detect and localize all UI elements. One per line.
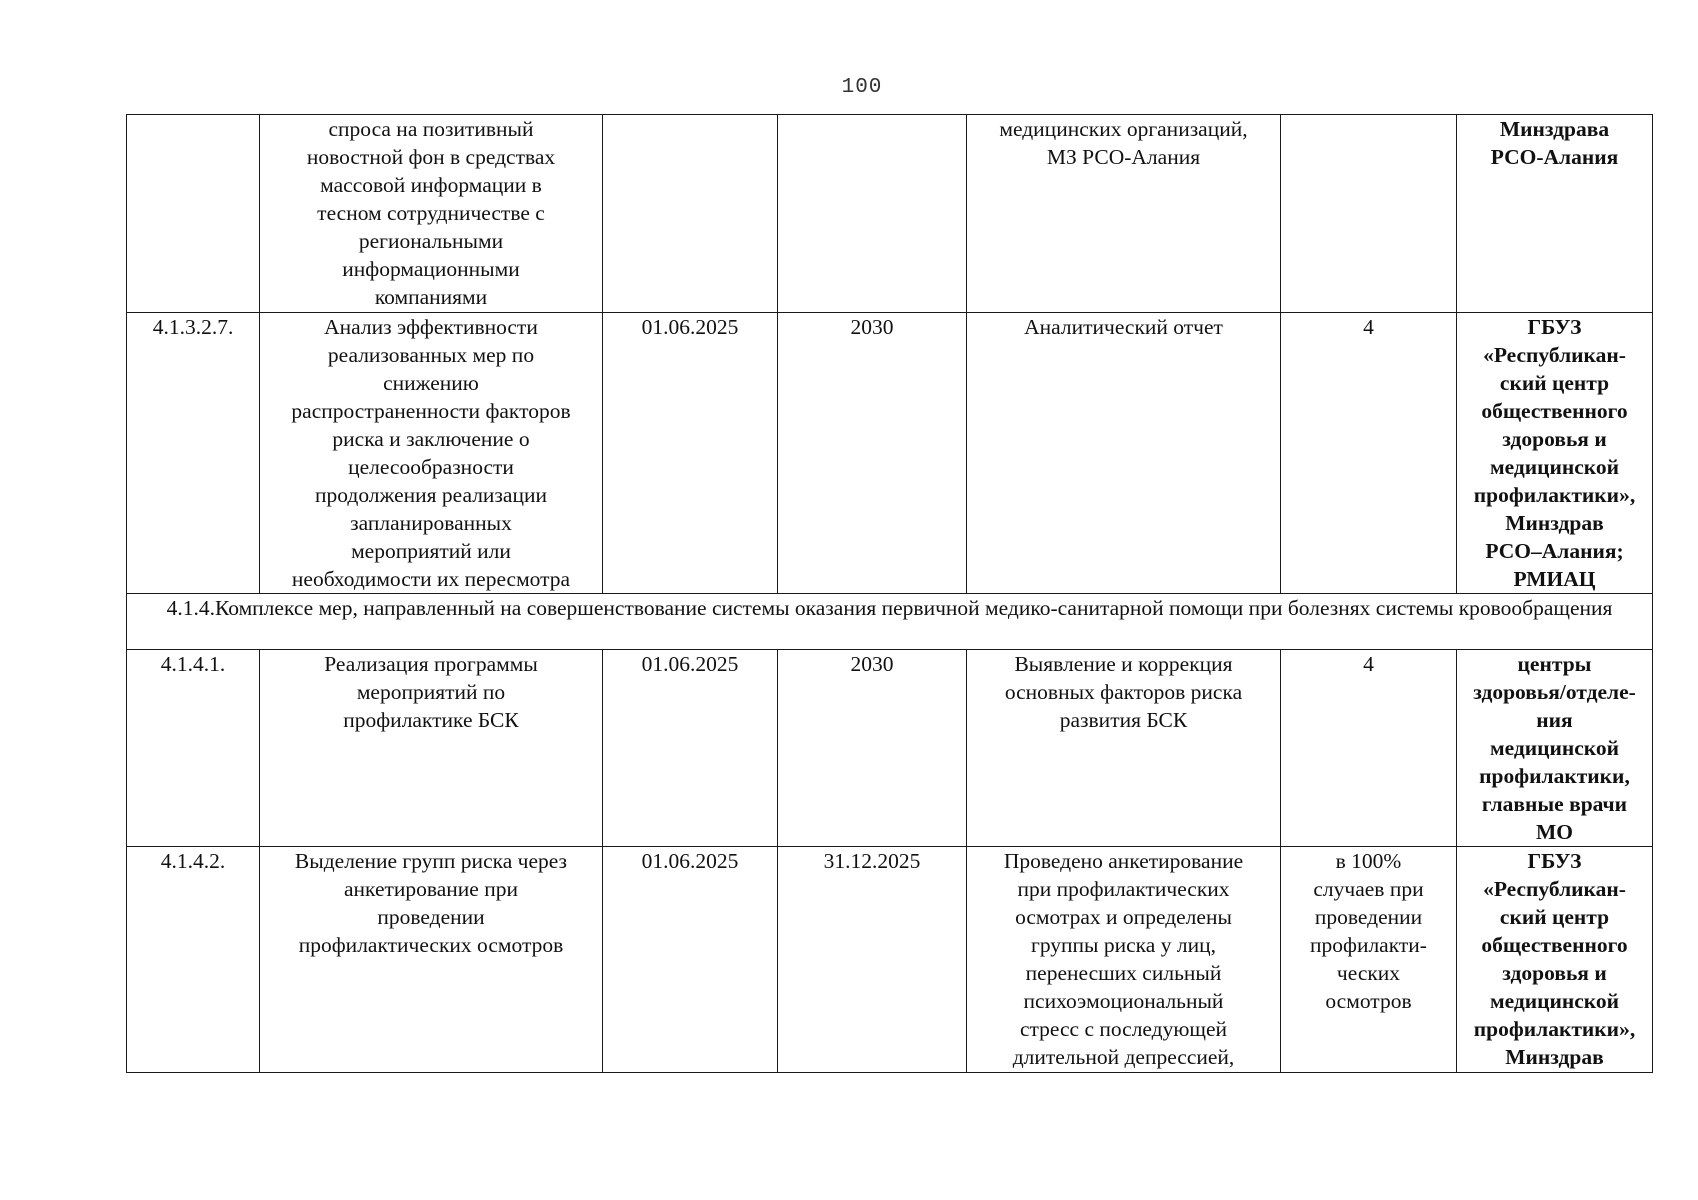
indicator-cell-line: случаев при [1313, 877, 1424, 901]
indicator-cell [1281, 650, 1457, 847]
result-cell-line: развития БСК [1059, 708, 1188, 732]
responsible-cell-line: здоровья и [1502, 961, 1607, 985]
responsible-cell-line: ский центр [1499, 371, 1610, 395]
section-title: 4.1.4.Комплексе мер, направленный на совершенствование системы оказания первичной медико-санитарной помощи при болезнях системы кровообращения [127, 594, 1653, 650]
indicator-cell-line: 4 [1363, 652, 1374, 676]
code-cell [127, 115, 260, 313]
responsible-cell-line: главные врачи [1481, 792, 1628, 816]
end-date-cell-line: 2030 [850, 652, 894, 676]
responsible-cell-line: общественного [1481, 399, 1628, 423]
indicator-cell-line: профилакти- [1310, 933, 1427, 957]
event-cell-line: Анализ эффективности [324, 315, 538, 339]
event-cell-line: целесообразности [348, 455, 514, 479]
event-cell-line: Выделение групп риска через [294, 849, 568, 873]
event-cell-line: массовой информации в [320, 173, 542, 197]
result-cell [967, 650, 1281, 847]
responsible-cell-line: Минздрав [1505, 1045, 1604, 1069]
start-date-cell-line: 01.06.2025 [641, 652, 739, 676]
start-date-cell [603, 115, 778, 313]
responsible-cell-line: здоровья/отделе- [1473, 680, 1636, 704]
responsible-cell-line: «Республикан- [1483, 877, 1626, 901]
end-date-cell [778, 847, 967, 1073]
start-date-cell-line: 01.06.2025 [641, 315, 739, 339]
responsible-cell [1457, 115, 1653, 313]
table-row [127, 115, 1653, 313]
event-cell [260, 115, 603, 313]
event-cell-line: снижению [383, 371, 479, 395]
code-cell-line: 4.1.4.2. [160, 849, 226, 873]
indicator-cell [1281, 115, 1457, 313]
responsible-cell-line: ГБУЗ [1527, 315, 1582, 339]
responsible-cell-line: здоровья и [1502, 427, 1607, 451]
start-date-cell-line: 01.06.2025 [641, 849, 739, 873]
responsible-cell-line: РСО–Алания; [1485, 539, 1624, 563]
responsible-cell-line: Минздрава [1499, 117, 1610, 141]
responsible-cell-line: центры [1517, 652, 1592, 676]
result-cell-line: длительной депрессией, [1012, 1045, 1235, 1069]
table-row [127, 313, 1653, 594]
event-cell [260, 313, 603, 594]
responsible-cell [1457, 313, 1653, 594]
result-cell [967, 115, 1281, 313]
responsible-cell-line: медицинской [1489, 455, 1620, 479]
event-cell-line: мероприятий или [351, 539, 511, 563]
event-cell-line: распространенности факторов [291, 399, 571, 423]
event-cell-line: реализованных мер по [327, 343, 535, 367]
event-cell-line: проведении [377, 905, 485, 929]
indicator-cell-line: ческих [1336, 961, 1401, 985]
event-cell-line: региональными [358, 229, 504, 253]
event-cell-line: профилактике БСК [343, 708, 519, 732]
event-cell-line: анкетирование при [343, 877, 518, 901]
code-cell-line: 4.1.3.2.7. [152, 315, 234, 339]
event-cell-line: компаниями [374, 285, 488, 309]
code-cell-line: 4.1.4.1. [160, 652, 226, 676]
result-cell-line: группы риска у лиц, [1031, 933, 1216, 957]
responsible-cell [1457, 650, 1653, 847]
responsible-cell-line: профилактики», [1473, 483, 1636, 507]
responsible-cell-line: Минздрав [1505, 511, 1604, 535]
responsible-cell-line: ГБУЗ [1527, 849, 1582, 873]
event-cell-line: профилактических осмотров [298, 933, 564, 957]
start-date-cell [603, 650, 778, 847]
responsible-cell-line: ский центр [1499, 905, 1610, 929]
indicator-cell-line: проведении [1314, 905, 1423, 929]
event-cell-line: продолжения реализации [315, 483, 547, 507]
code-cell [127, 313, 260, 594]
result-cell-line: Аналитический отчет [1024, 315, 1223, 339]
event-cell [260, 650, 603, 847]
event-cell-line: необходимости их пересмотра [291, 567, 571, 591]
indicator-cell-line: 4 [1363, 315, 1374, 339]
indicator-cell [1281, 847, 1457, 1073]
table-body [127, 115, 1653, 1073]
result-cell-line: Выявление и коррекция [1014, 652, 1233, 676]
activity-plan-table [126, 114, 1653, 1073]
start-date-cell [603, 313, 778, 594]
event-cell-line: спроса на позитивный [328, 117, 534, 141]
responsible-cell-line: «Республикан- [1483, 343, 1626, 367]
event-cell-line: риска и заключение о [332, 427, 530, 451]
event-cell [260, 847, 603, 1073]
result-cell-line: медицинских организаций, [999, 117, 1248, 141]
result-cell [967, 847, 1281, 1073]
indicator-cell [1281, 313, 1457, 594]
result-cell [967, 313, 1281, 594]
result-cell-line: осмотрах и определены [1015, 905, 1232, 929]
responsible-cell-line: медицинской [1489, 989, 1620, 1013]
start-date-cell [603, 847, 778, 1073]
table-row [127, 847, 1653, 1073]
result-cell-line: Проведено анкетирование [1003, 849, 1244, 873]
table-row [127, 650, 1653, 847]
result-cell-line: МЗ РСО-Алания [1046, 145, 1201, 169]
indicator-cell-line: осмотров [1325, 989, 1412, 1013]
end-date-cell [778, 115, 967, 313]
event-cell-line: информационными [342, 257, 520, 281]
section-header-row [127, 594, 1653, 650]
event-cell-line: запланированных [350, 511, 512, 535]
result-cell-line: психоэмоциональный [1023, 989, 1224, 1013]
event-cell-line: тесном сотрудничестве с [317, 201, 545, 225]
end-date-cell-line: 31.12.2025 [823, 849, 921, 873]
event-cell-line: Реализация программы [324, 652, 538, 676]
responsible-cell-line: профилактики», [1473, 1017, 1636, 1041]
responsible-cell-line: медицинской [1489, 736, 1620, 760]
result-cell-line: стресс с последующей [1019, 1017, 1228, 1041]
event-cell-line: новостной фон в средствах [306, 145, 556, 169]
indicator-cell-line: в 100% [1335, 849, 1402, 873]
end-date-cell [778, 650, 967, 847]
page-number: 100 [841, 76, 883, 99]
responsible-cell-line: профилактики, [1479, 764, 1630, 788]
responsible-cell [1457, 847, 1653, 1073]
responsible-cell-line: РМИАЦ [1513, 567, 1596, 591]
responsible-cell-line: МО [1535, 820, 1574, 844]
result-cell-line: перенесших сильный [1025, 961, 1222, 985]
code-cell [127, 847, 260, 1073]
end-date-cell-line: 2030 [850, 315, 894, 339]
end-date-cell [778, 313, 967, 594]
responsible-cell-line: общественного [1481, 933, 1628, 957]
event-cell-line: мероприятий по [356, 680, 506, 704]
result-cell-line: при профилактических [1017, 877, 1230, 901]
code-cell [127, 650, 260, 847]
responsible-cell-line: РСО-Алания [1490, 145, 1619, 169]
result-cell-line: основных факторов риска [1004, 680, 1243, 704]
responsible-cell-line: ния [1536, 708, 1573, 732]
